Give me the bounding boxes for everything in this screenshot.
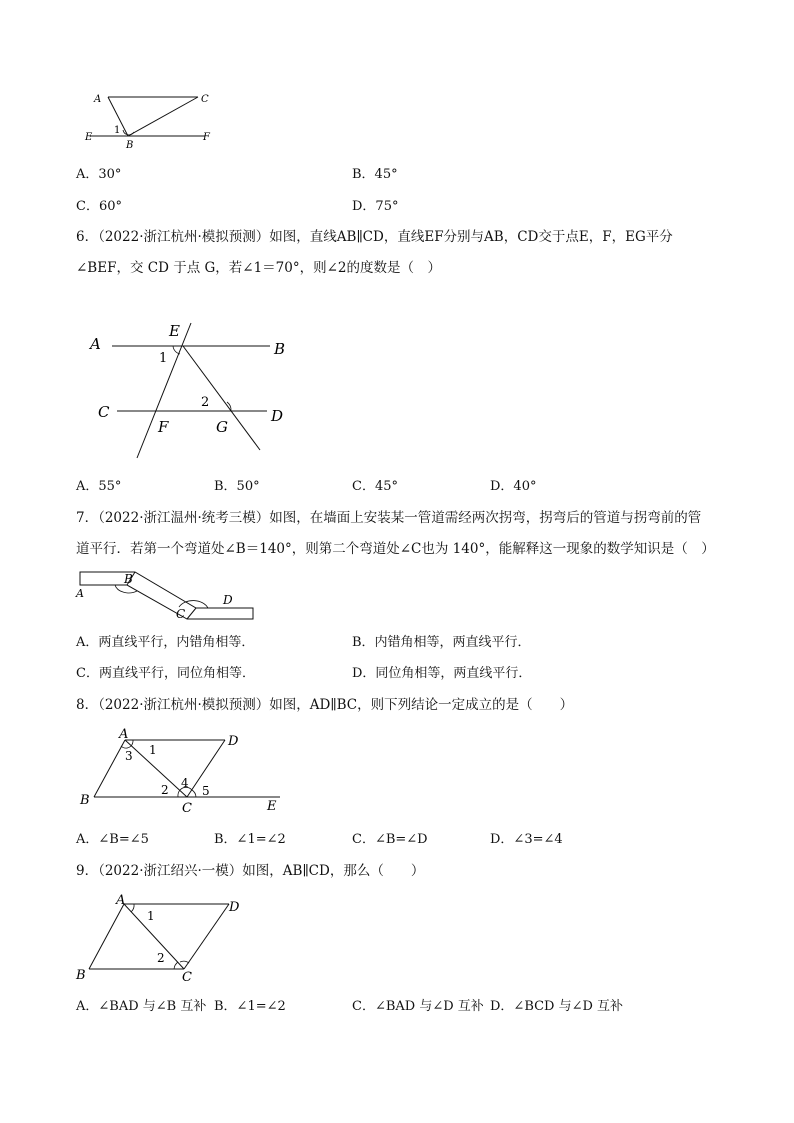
q8-label-c: C [182, 801, 192, 816]
q6-label-e: E [169, 322, 180, 340]
q9-label-c: C [182, 970, 192, 985]
q8-option-d: D．∠3=∠4 [490, 832, 563, 847]
q8-option-b: B．∠1=∠2 [214, 832, 286, 847]
q9-text-line1: 9．（2022·浙江绍兴·一模）如图，AB∥CD，那么（ ） [76, 863, 425, 879]
q8-label-a: A [119, 727, 129, 742]
q7-option-a: A．两直线平行，内错角相等． [76, 635, 255, 650]
q5-option-c: C．60° [76, 199, 122, 214]
q7-text-line2: 道平行．若第一个弯道处∠B＝140°，则第二个弯道处∠C也为 140°，能解释这一现象的数学知识是（ ） [76, 541, 715, 557]
q9-figure [74, 891, 244, 986]
q5-option-a: A．30° [76, 167, 122, 182]
q6-text-line1: 6．（2022·浙江杭州·模拟预测）如图，直线AB∥CD，直线EF分别与AB，CD交于点E，F，EG平分 [76, 229, 673, 245]
q8-angle-2: 2 [161, 783, 169, 797]
q5-figure [80, 88, 230, 150]
q6-angle-2: 2 [201, 395, 210, 410]
q5-label-e: E [85, 132, 93, 143]
q8-angle-1: 1 [149, 743, 157, 757]
q6-figure [85, 318, 300, 460]
q8-angle-3: 3 [125, 749, 133, 763]
q9-label-d: D [229, 900, 240, 915]
q9-label-b: B [76, 968, 86, 983]
q7-label-d: D [223, 593, 233, 607]
q8-angle-4: 4 [181, 776, 189, 790]
q9-label-a: A [116, 893, 126, 908]
q7-figure [75, 566, 260, 622]
q6-option-a: A．55° [76, 479, 122, 494]
q6-label-g: G [216, 418, 228, 436]
q5-option-b: B．45° [352, 167, 398, 182]
q6-label-c: C [98, 403, 110, 421]
q6-option-c: C．45° [352, 479, 398, 494]
q5-label-a: A [94, 94, 102, 105]
q6-label-a: A [90, 335, 101, 353]
q9-option-a: A．∠BAD 与∠B 互补 [76, 999, 207, 1014]
q5-option-d: D．75° [352, 199, 399, 214]
q6-option-d: D．40° [490, 479, 537, 494]
q8-option-a: A．∠B=∠5 [76, 832, 149, 847]
q8-label-d: D [228, 734, 239, 749]
q8-angle-5: 5 [202, 784, 210, 798]
q6-text-line2: ∠BEF，交 CD 于点 G，若∠1＝70°，则∠2的度数是（ ） [76, 260, 441, 276]
q7-label-a: A [76, 587, 84, 600]
q9-option-b: B．∠1=∠2 [214, 999, 286, 1014]
q5-label-b: B [126, 140, 134, 150]
q5-label-c: C [201, 94, 209, 105]
q8-text-line1: 8．（2022·浙江杭州·模拟预测）如图，AD∥BC，则下列结论一定成立的是（ ） [76, 697, 574, 713]
q8-option-c: C．∠B=∠D [352, 832, 428, 847]
q9-angle-1: 1 [147, 909, 155, 923]
q6-label-b: B [274, 340, 286, 358]
q7-option-d: D．同位角相等，两直线平行． [352, 666, 532, 681]
q5-label-f: F [203, 132, 210, 143]
q9-option-c: C．∠BAD 与∠D 互补 [352, 999, 484, 1014]
q6-label-f: F [158, 418, 169, 436]
q7-text-line1: 7．（2022·浙江温州·统考三模）如图，在墙面上安装某一管道需经两次拐弯，拐弯后的管道与拐弯前的管 [76, 510, 702, 526]
q7-option-c: C．两直线平行，同位角相等． [76, 666, 255, 681]
q5-angle-1: 1 [114, 125, 121, 136]
q7-label-b: B [124, 572, 133, 586]
q7-label-c: C [176, 607, 186, 621]
q7-option-b: B．内错角相等，两直线平行． [352, 635, 531, 650]
q6-angle-1: 1 [159, 351, 168, 366]
q6-option-b: B．50° [214, 479, 260, 494]
q8-label-e: E [267, 799, 277, 814]
q8-figure [75, 727, 285, 817]
q9-option-d: D．∠BCD 与∠D 互补 [490, 999, 624, 1014]
q6-label-d: D [271, 407, 284, 425]
q8-label-b: B [80, 793, 90, 808]
q9-angle-2: 2 [157, 951, 165, 965]
